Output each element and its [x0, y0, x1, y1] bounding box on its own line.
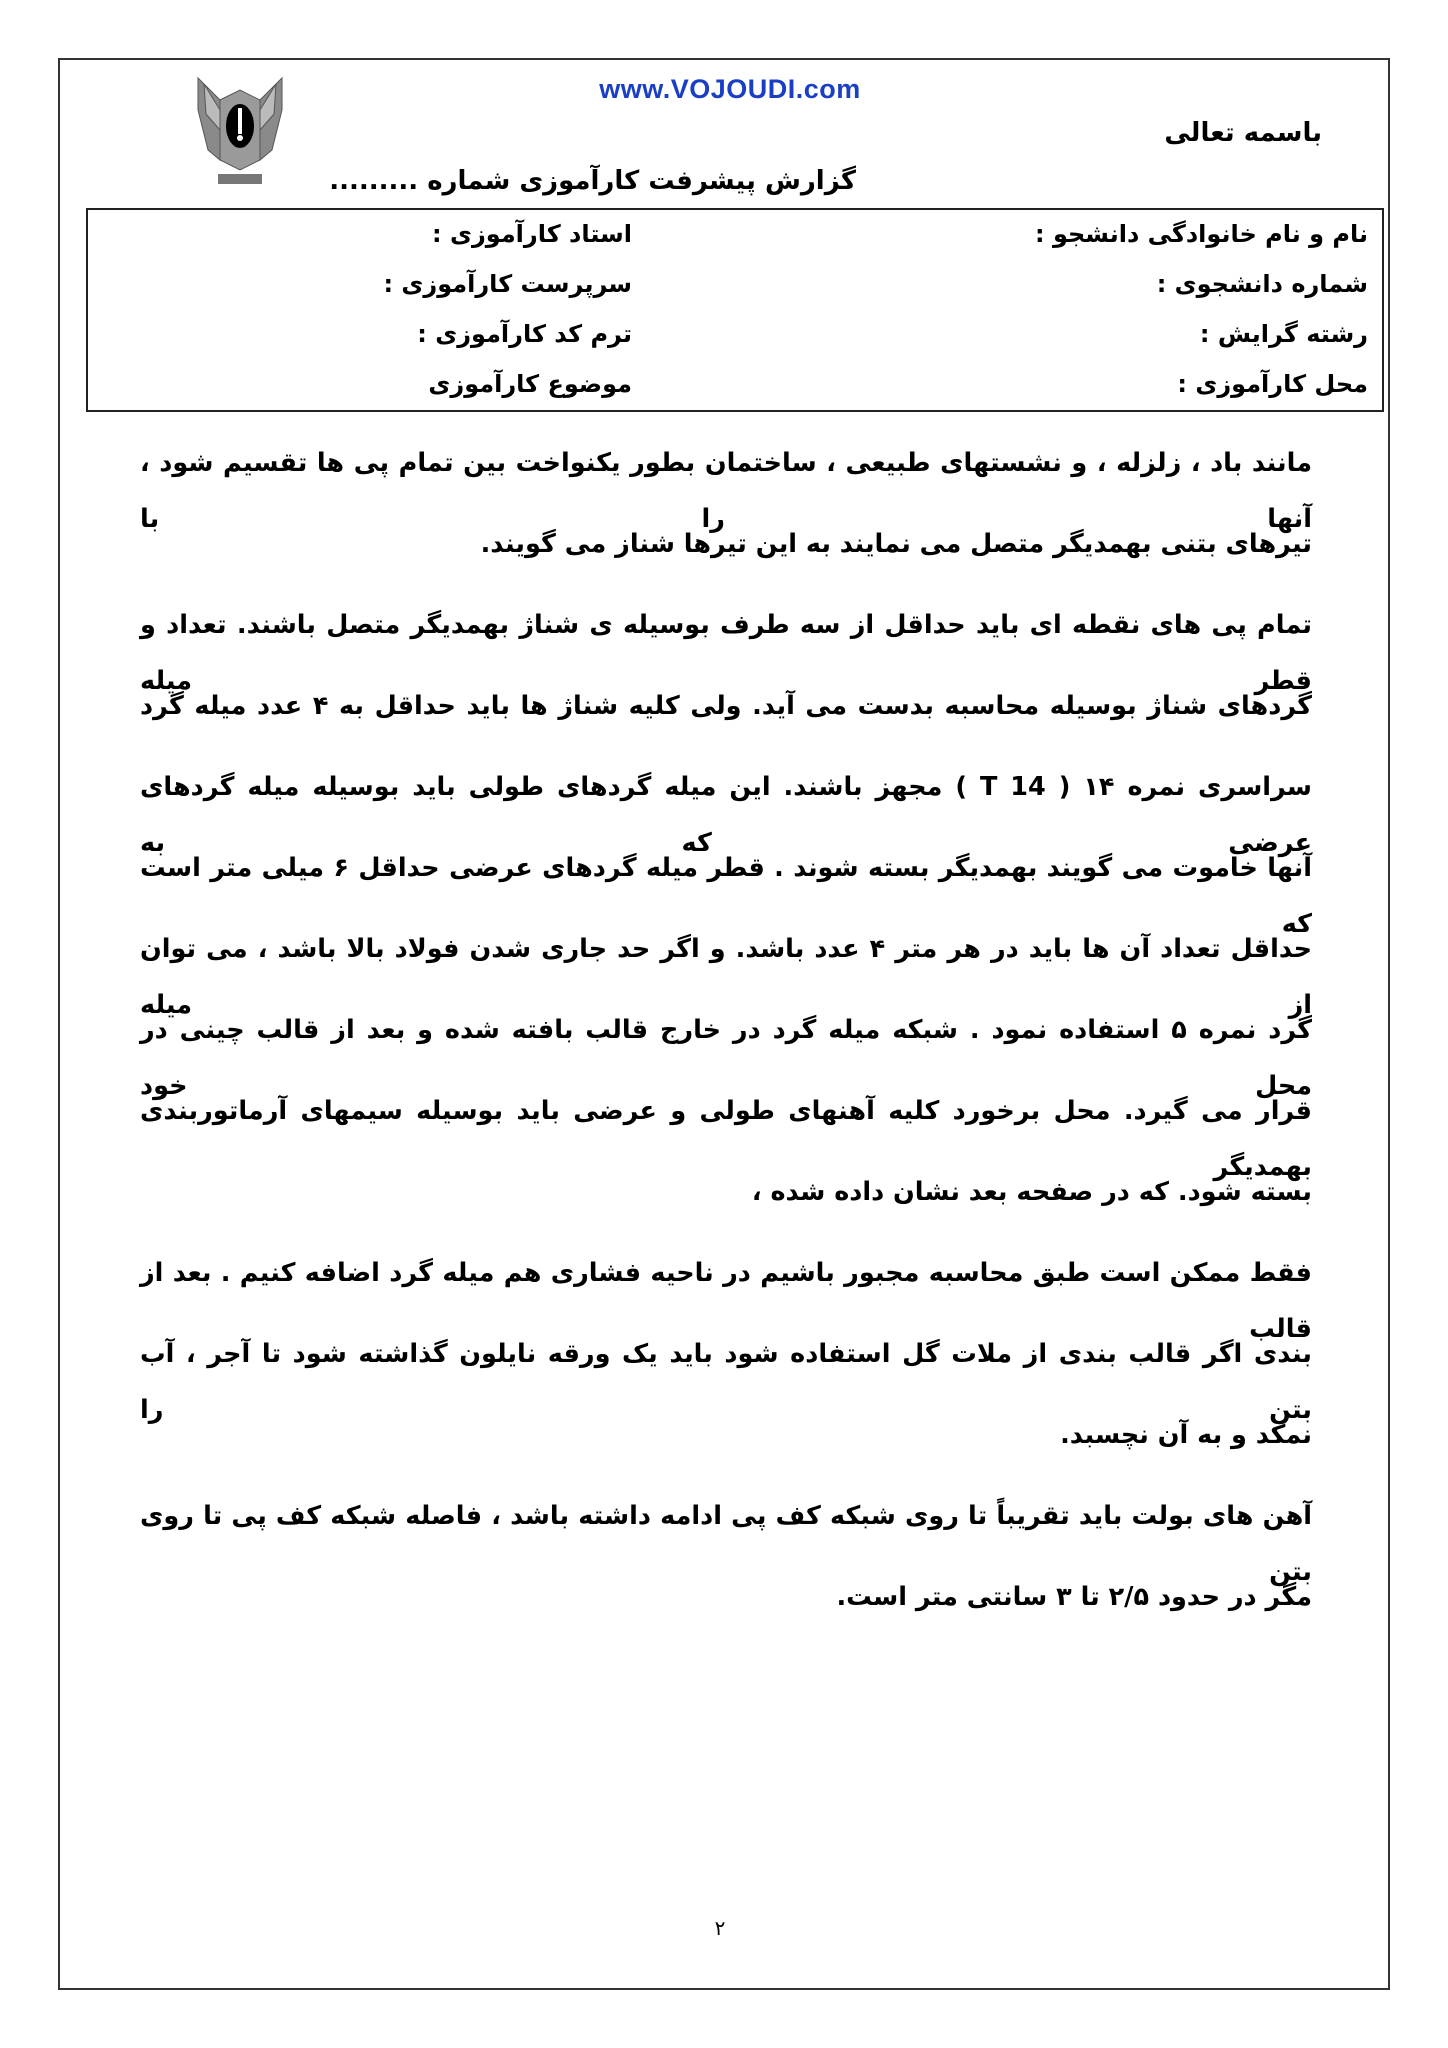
report-title: گزارش پیشرفت کارآموزی شماره .........	[329, 166, 856, 196]
body-line: بندی اگر قالب بندی از ملات گل استفاده شود باید یک ورقه نایلون گذاشته شود تا آجر ، آب بتن را	[140, 1339, 1312, 1425]
body-line: تمام پی های نقطه ای باید حداقل از سه طرف بوسیله ی شناژ بهمدیگر متصل باشند. تعداد و قطر میله	[140, 610, 1312, 696]
body-line: آنها خاموت می گویند بهمدیگر بسته شوند . قطر میله گردهای عرضی حداقل ۶ میلی متر است که	[140, 853, 1312, 939]
basmala-heading: باسمه تعالی	[1164, 118, 1322, 148]
field-major-label: رشته گرایش :	[1199, 320, 1368, 348]
info-row	[88, 362, 1382, 412]
body-line: مگر در حدود ۲/۵ تا ۳ سانتی متر است.	[836, 1582, 1312, 1612]
site-url[interactable]: www.VOJOUDI.com	[599, 74, 861, 104]
body-line: گردهای شناژ بوسیله محاسبه بدست می آید. ولی کلیه شناژ ها باید حداقل به ۴ عدد میله گرد	[140, 691, 1313, 721]
internship-professor-label: استاد کارآموزی :	[432, 220, 632, 248]
body-line: آهن های بولت باید تقریباً تا روی شبکه کف پی ادامه داشته باشد ، فاصله شبکه کف پی تا روی بتن	[140, 1501, 1312, 1587]
info-row	[88, 212, 1382, 262]
info-row	[88, 262, 1382, 312]
internship-location-label: محل کارآموزی :	[1177, 370, 1368, 398]
student-number-label: شماره دانشجوی :	[1156, 270, 1368, 298]
body-line: بسته شود. که در صفحه بعد نشان داده شده ،	[751, 1177, 1312, 1207]
body-line: قرار می گیرد. محل برخورد کلیه آهنهای طولی و عرضی باید بوسیله سیمهای آرماتوربندی بهمدیگر	[140, 1096, 1312, 1182]
internship-supervisor-label: سرپرست کارآموزی :	[383, 270, 632, 298]
student-info-box	[86, 208, 1384, 412]
body-line: سراسری نمره ۱۴ ( T 14 ) مجهز باشند. این میله گردهای طولی باید بوسیله میله گردهای عرضی که به	[140, 772, 1312, 858]
body-line: فقط ممکن است طبق محاسبه مجبور باشیم در ناحیه فشاری هم میله گرد اضافه کنیم . بعد از قالب	[140, 1258, 1312, 1344]
body-line: مانند باد ، زلزله ، و نشستهای طبیعی ، ساختمان بطور یکنواخت بین تمام پی ها تقسیم شود ، آنها را با	[140, 448, 1312, 534]
body-line: گرد نمره ۵ استفاده نمود . شبکه میله گرد در خارج قالب بافته شده و بعد از قالب چینی در محل خود	[140, 1015, 1313, 1101]
info-row	[88, 312, 1382, 362]
university-emblem-icon	[190, 70, 290, 195]
student-name-label: نام و نام خانوادگی دانشجو :	[1035, 220, 1368, 248]
body-line: نمکد و به آن نچسبد.	[1060, 1420, 1312, 1450]
body-line: تیرهای بتنی بهمدیگر متصل می نمایند به این تیرها شناز می گویند.	[480, 529, 1312, 559]
page-number: ۲	[714, 1916, 726, 1940]
internship-topic-label: موضوع کارآموزی	[428, 370, 632, 398]
internship-term-code-label: ترم کد کارآموزی :	[417, 320, 632, 348]
body-line: حداقل تعداد آن ها باید در هر متر ۴ عدد باشد. و اگر حد جاری شدن فولاد بالا باشد ، می توان از میله	[140, 934, 1312, 1020]
report-body	[140, 435, 1312, 1650]
